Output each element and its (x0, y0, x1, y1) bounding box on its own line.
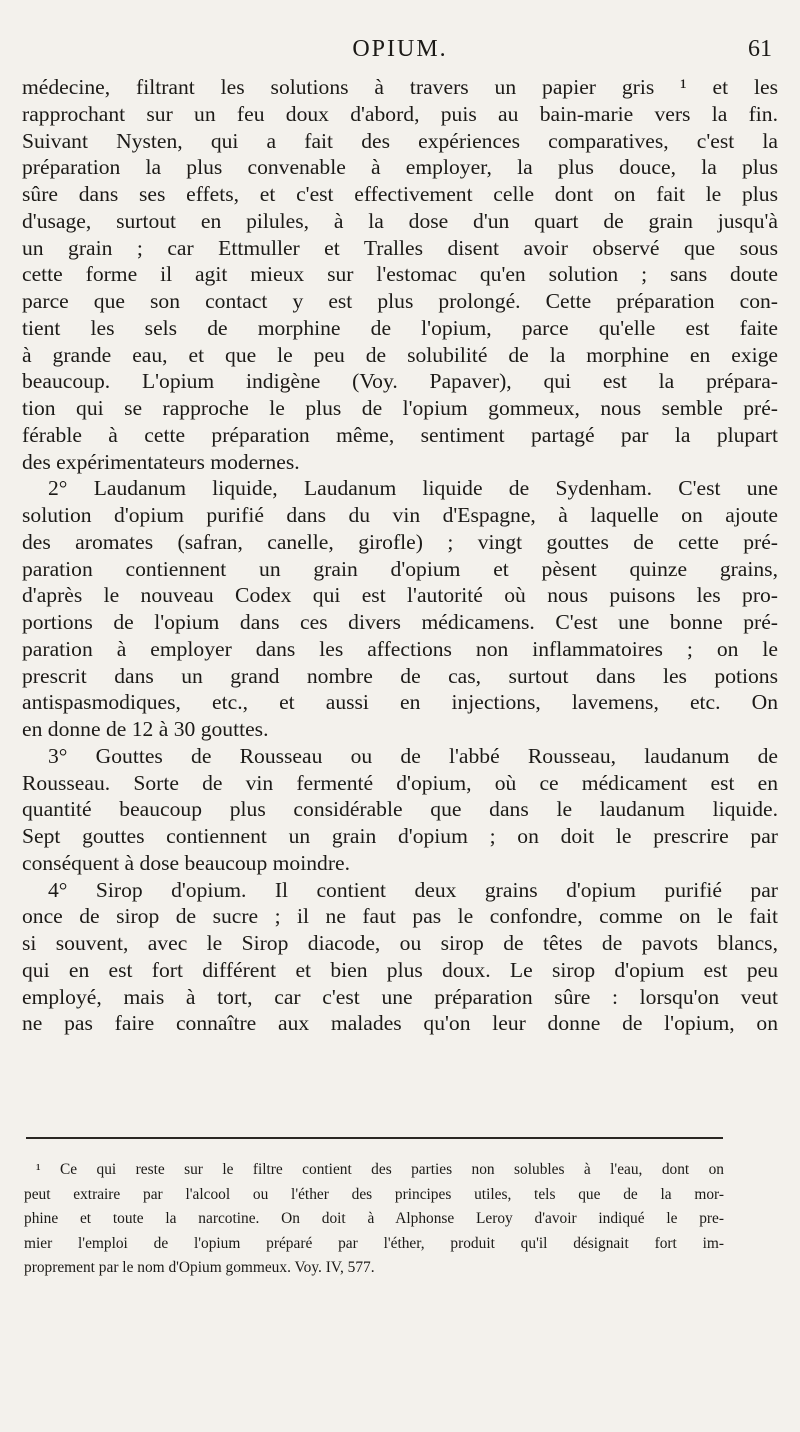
text-line: d'après le nouveau Codex qui est l'autorité où nous puisons les pro- (22, 583, 778, 608)
footnote-line: mier l'emploi de l'opium préparé par l'éther, produit qu'il désignait fort im- (24, 1234, 724, 1252)
text-line: 3° Gouttes de Rousseau ou de l'abbé Rousseau, laudanum de (48, 743, 778, 768)
text-line: tion qui se rapproche le plus de l'opium gommeux, nous semble pré- (22, 396, 778, 420)
text-line: 4° Sirop d'opium. Il contient deux grains d'opium purifié par (48, 877, 778, 902)
text-line: conséquent à dose beaucoup moindre. (22, 850, 350, 875)
text-line: portions de l'opium dans ces divers médicamens. C'est une bonne pré- (22, 610, 778, 634)
text-line: sûre dans ses effets, et c'est effectivement celle dont on fait le plus (22, 182, 778, 206)
page-header (0, 36, 800, 70)
text-line: prescrit dans un grand nombre de cas, surtout dans les potions (22, 663, 778, 688)
text-line: once de sirop de sucre ; il ne faut pas le confondre, comme on le fait (22, 904, 778, 929)
text-line: si souvent, avec le Sirop diacode, ou sirop de têtes de pavots blancs, (22, 931, 778, 955)
page-number: 61 (748, 36, 772, 62)
text-line: rapprochant sur un feu doux d'abord, puis au bain-marie vers la fin. (22, 101, 778, 126)
text-line: un grain ; car Ettmuller et Tralles disent avoir observé que sous (22, 235, 778, 260)
text-line: en donne de 12 à 30 gouttes. (22, 717, 269, 741)
main-text (22, 74, 778, 1037)
footnote-line: peut extraire par l'alcool ou l'éther des principes utiles, tels que de la mor- (24, 1185, 724, 1203)
text-line: beaucoup. L'opium indigène (Voy. Papaver), qui est la prépara- (22, 369, 778, 394)
text-line: qui en est fort différent et bien plus doux. Le sirop d'opium est peu (22, 957, 778, 982)
text-line: antispasmodiques, etc., et aussi en injections, lavemens, etc. On (22, 690, 778, 715)
text-line: d'usage, surtout en pilules, à la dose d'un quart de grain jusqu'à (22, 208, 778, 233)
text-line: employé, mais à tort, car c'est une préparation sûre : lorsqu'on veut (22, 984, 778, 1009)
text-line: quantité beaucoup plus considérable que dans le laudanum liquide. (22, 797, 778, 822)
text-line: à grande eau, et que le peu de solubilité de la morphine en exige (22, 342, 778, 367)
footnote-line: proprement par le nom d'Opium gommeux. Voy. IV, 577. (24, 1259, 375, 1276)
text-line: Sept gouttes contiennent un grain d'opium ; on doit le prescrire par (22, 824, 778, 848)
text-line: solution d'opium purifié dans du vin d'Espagne, à laquelle on ajoute (22, 503, 778, 527)
footnote-divider (26, 1137, 723, 1139)
text-line: des expérimentateurs modernes. (22, 449, 300, 474)
text-line: férable à cette préparation même, sentiment partagé par la plupart (22, 422, 778, 447)
footnote-line: ¹ Ce qui reste sur le filtre contient des parties non solubles à l'eau, dont on (36, 1161, 724, 1178)
text-line: préparation la plus convenable à employer, la plus douce, la plus (22, 155, 778, 180)
text-line: Suivant Nysten, qui a fait des expériences comparatives, c'est la (22, 128, 778, 153)
text-line: tient les sels de morphine de l'opium, parce qu'elle est faite (22, 315, 778, 340)
text-line: paration contiennent un grain d'opium et pèsent quinze grains, (22, 556, 778, 581)
text-line: paration à employer dans les affections non inflammatoires ; on le (22, 636, 778, 661)
text-line: parce que son contact y est plus prolongé. Cette préparation con- (22, 289, 778, 313)
footnote-line: phine et toute la narcotine. On doit à Alphonse Leroy d'avoir indiqué le pre- (24, 1210, 724, 1227)
running-title: OPIUM. (352, 36, 448, 62)
text-line: Rousseau. Sorte de vin fermenté d'opium, où ce médicament est en (22, 770, 778, 795)
text-line: des aromates (safran, canelle, girofle) ; vingt gouttes de cette pré- (22, 529, 778, 554)
text-line: ne pas faire connaître aux malades qu'on leur donne de l'opium, on (22, 1011, 778, 1036)
text-line: médecine, filtrant les solutions à travers un papier gris ¹ et les (22, 75, 778, 99)
text-line: cette forme il agit mieux sur l'estomac qu'en solution ; sans doute (22, 262, 778, 287)
text-line: 2° Laudanum liquide, Laudanum liquide de Sydenham. C'est une (48, 476, 778, 501)
footnote (24, 1158, 724, 1281)
